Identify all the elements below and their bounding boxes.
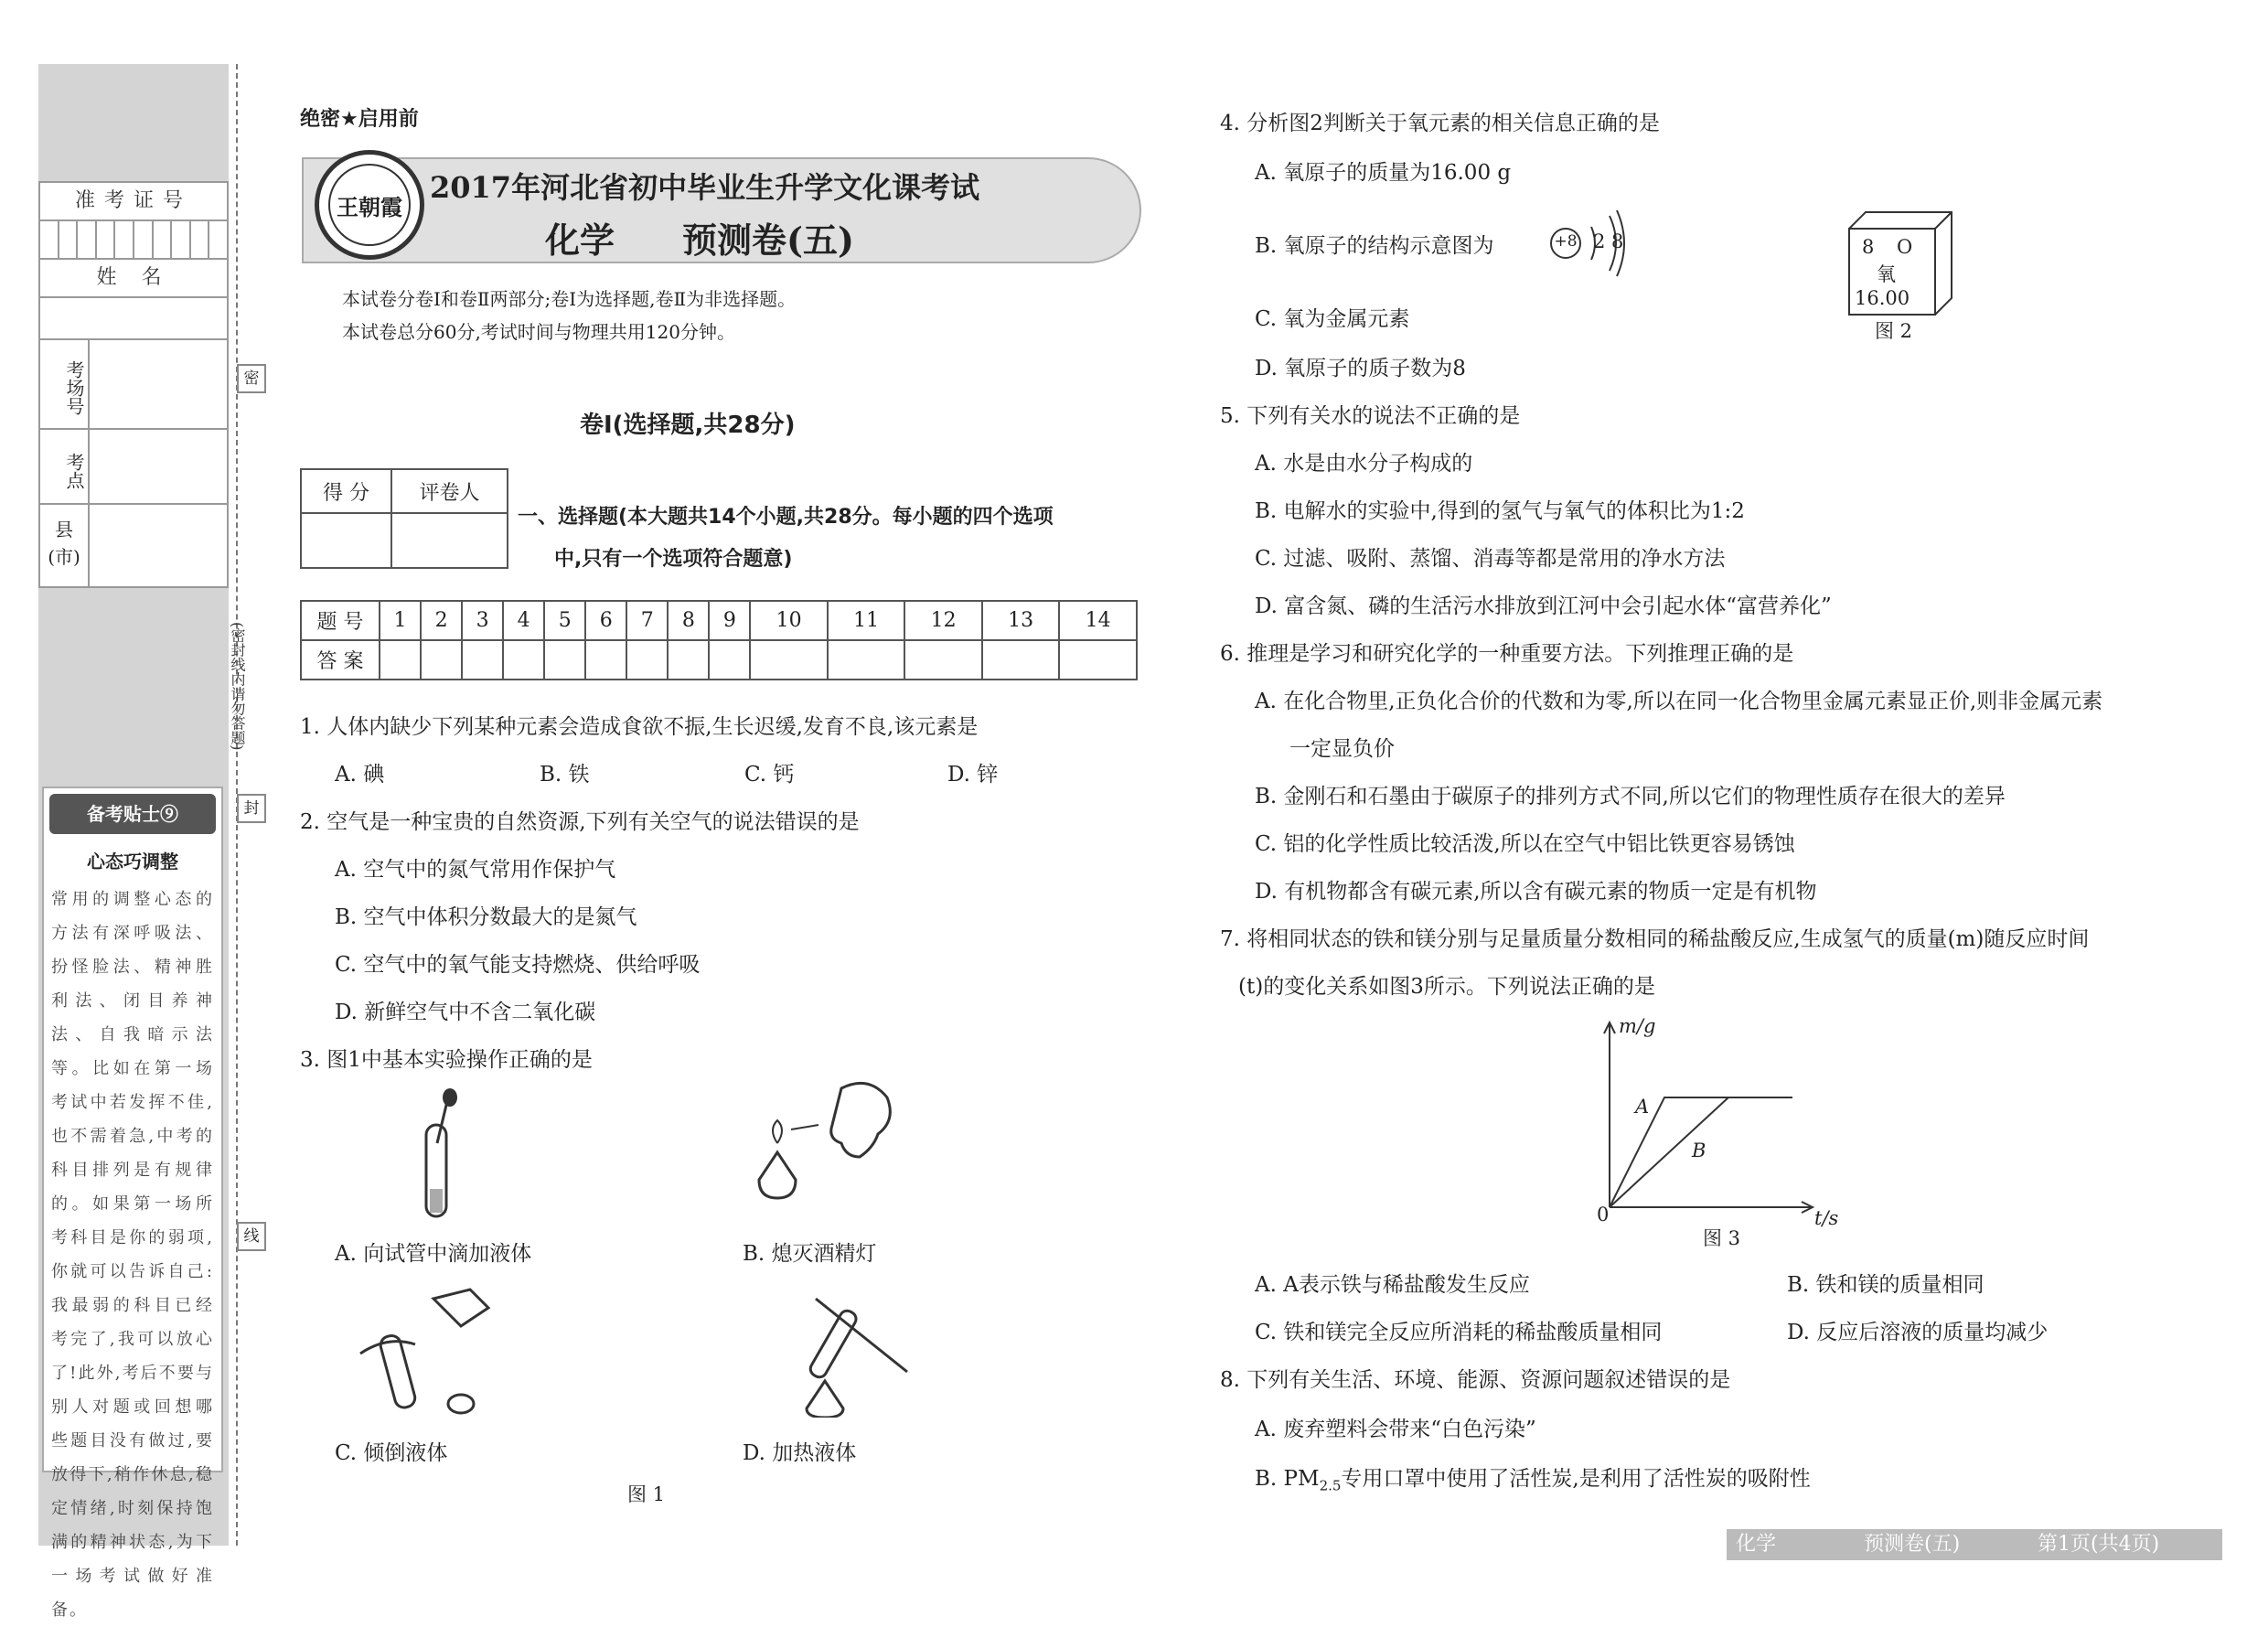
footer-subject: 化学 — [1736, 1533, 1777, 1556]
answer-cell[interactable] — [585, 640, 626, 680]
room-label: 考场号 — [40, 340, 90, 428]
q7-option-a[interactable]: A. A表示铁与稀盐酸发生反应 — [1255, 1273, 1530, 1297]
note-2: 本试卷总分60分,考试时间与物理共用120分钟。 — [342, 321, 735, 343]
q4-option-c[interactable]: C. 氧为金属元素 — [1255, 307, 1410, 331]
candidate-info-box — [38, 181, 229, 588]
q5-stem: 5. 下列有关水的说法不正确的是 — [1220, 404, 1521, 428]
q5-option-c[interactable]: C. 过滤、吸附、蒸馏、消毒等都是常用的净水方法 — [1255, 547, 1726, 571]
q2-option-a[interactable]: A. 空气中的氮气常用作保护气 — [335, 858, 616, 882]
qnum-3: 3 — [462, 601, 503, 640]
table-head: 题 号 — [301, 601, 380, 640]
seal-mi: 密 — [237, 364, 266, 393]
element-name: 氧 — [1877, 263, 1896, 285]
table-answer: 答 案 — [301, 640, 380, 680]
graph-label-a: A — [1635, 1096, 1650, 1118]
q3-option-a[interactable]: A. 向试管中滴加液体 — [335, 1242, 532, 1266]
page-footer — [1727, 1529, 2222, 1560]
q6-option-a[interactable]: A. 在化合物里,正负化合价的代数和为零,所以在同一化合物里金属元素显正价,则非金属元素 — [1255, 690, 2103, 713]
graph-y-label: m/g — [1619, 1015, 1656, 1037]
answer-cell[interactable] — [626, 640, 668, 680]
secret-label: 绝密★启用前 — [300, 108, 419, 131]
q3-stem: 3. 图1中基本实验操作正确的是 — [300, 1048, 593, 1072]
figure-1-caption: 图 1 — [627, 1483, 666, 1505]
qnum-5: 5 — [544, 601, 585, 640]
answer-cell[interactable] — [828, 640, 904, 680]
instruction-2: 中,只有一个选项符合题意) — [554, 548, 793, 571]
seal-xian: 线 — [237, 1222, 266, 1251]
room-field[interactable] — [40, 340, 227, 430]
q1-option-b[interactable]: B. 铁 — [540, 763, 590, 787]
q1-option-c[interactable]: C. 钙 — [744, 763, 795, 787]
q5-option-d[interactable]: D. 富含氮、磷的生活污水排放到江河中会引起水体“富营养化” — [1255, 594, 1832, 618]
figure-3-graph — [1591, 1015, 1847, 1226]
qnum-4: 4 — [503, 601, 544, 640]
answer-cell[interactable] — [750, 640, 827, 680]
extinguish-lamp-illustration — [741, 1070, 896, 1216]
q1-option-d[interactable]: D. 锌 — [947, 763, 999, 787]
footer-page: 第1页(共4页) — [2038, 1533, 2160, 1556]
q6-option-b[interactable]: B. 金刚石和石墨由于碳原子的排列方式不同,所以它们的物理性质存在很大的差异 — [1255, 785, 2006, 808]
q4-option-d[interactable]: D. 氧原子的质子数为8 — [1255, 357, 1466, 380]
county-field[interactable] — [40, 505, 227, 586]
answer-cell[interactable] — [982, 640, 1059, 680]
q4-stem: 4. 分析图2判断关于氧元素的相关信息正确的是 — [1220, 112, 1660, 135]
q3-option-d[interactable]: D. 加热液体 — [743, 1441, 857, 1465]
graph-x-label: t/s — [1814, 1207, 1839, 1229]
q6-option-a-cont: 一定显负价 — [1289, 737, 1395, 761]
instruction-1: 一、选择题(本大题共14个小题,共28分。每小题的四个选项 — [518, 506, 1054, 529]
answer-cell[interactable] — [904, 640, 981, 680]
site-label: 考点 — [40, 430, 90, 503]
answer-cell[interactable] — [503, 640, 544, 680]
subject-title: 化学 — [545, 219, 615, 261]
q6-option-d[interactable]: D. 有机物都含有碳元素,所以含有碳元素的物质一定是有机物 — [1255, 880, 1817, 904]
pour-liquid-illustration — [351, 1280, 507, 1418]
exam-id-label: 准考证号 — [74, 189, 192, 212]
section-title: 卷Ⅰ(选择题,共28分) — [580, 412, 796, 439]
answer-cell[interactable] — [421, 640, 462, 680]
answer-cell[interactable] — [462, 640, 503, 680]
element-number: 8 — [1862, 236, 1875, 258]
answer-cell[interactable] — [709, 640, 750, 680]
logo-text: 王朝霞 — [337, 194, 402, 220]
exam-title: 2017年河北省初中毕业生升学文化课考试 — [430, 170, 980, 205]
grader-label: 评卷人 — [391, 469, 508, 513]
q8-stem: 8. 下列有关生活、环境、能源、资源问题叙述错误的是 — [1220, 1368, 1731, 1392]
element-symbol: O — [1897, 236, 1913, 258]
name-field[interactable] — [40, 298, 227, 340]
tip-title: 心态巧调整 — [87, 851, 178, 872]
dropper-test-tube-illustration — [402, 1088, 485, 1226]
qnum-7: 7 — [626, 601, 668, 640]
heat-liquid-illustration — [788, 1290, 916, 1418]
grader-cell[interactable] — [391, 513, 508, 568]
qnum-10: 10 — [750, 601, 827, 640]
tip-text: 常用的调整心态的方法有深呼吸法、扮怪脸法、精神胜利法、闭目养神法、自我暗示法等。比如在第一场考试中若发挥不佳,也不需着急,中考的科目排列是有规律的。如果第一场所考科目是你的弱项,你就可以告诉自己:我最弱的科目已经考完了,我可以放心了!此外,考后不要与别人对题或回想哪些题目没有做过,要放得下,稍作休息,稳定情绪,时刻保持饱满的精神状态,为下一场考试做好准备。 — [51, 890, 214, 1620]
graph-label-b: B — [1692, 1140, 1706, 1161]
graph-origin: 0 — [1597, 1204, 1610, 1226]
tip-badge: 备考贴士⑨ — [49, 794, 216, 834]
answer-table — [300, 600, 1138, 680]
exam-tip-box — [42, 787, 223, 1620]
qnum-1: 1 — [380, 601, 421, 640]
seal-note: (密封线内请勿答题) — [229, 621, 246, 751]
q7-option-c[interactable]: C. 铁和镁完全反应所消耗的稀盐酸质量相同 — [1255, 1321, 1663, 1344]
qnum-6: 6 — [585, 601, 626, 640]
figure-3-caption: 图 3 — [1703, 1227, 1741, 1249]
q7-option-b[interactable]: B. 铁和镁的质量相同 — [1787, 1273, 1984, 1297]
curve-b — [1610, 1097, 1728, 1207]
atom-shells: 2 8 — [1593, 230, 1624, 252]
q7-option-d[interactable]: D. 反应后溶液的质量均减少 — [1787, 1321, 2049, 1344]
publisher-logo — [315, 150, 424, 260]
exam-id-cells[interactable] — [40, 221, 227, 260]
element-mass: 16.00 — [1855, 287, 1910, 309]
q4-option-b[interactable]: B. 氧原子的结构示意图为 — [1255, 234, 1494, 258]
q8-option-b[interactable] — [1255, 1461, 1811, 1494]
q4-option-a[interactable]: A. 氧原子的质量为16.00 g — [1255, 161, 1512, 185]
q2-stem: 2. 空气是一种宝贵的自然资源,下列有关空气的说法错误的是 — [300, 810, 860, 834]
q8-option-b-sub: 2.5 — [1319, 1477, 1342, 1494]
q5-option-b[interactable]: B. 电解水的实验中,得到的氢气与氧气的体积比为1:2 — [1255, 499, 1745, 523]
q3-option-b[interactable]: B. 熄灭酒精灯 — [743, 1242, 877, 1266]
note-1: 本试卷分卷Ⅰ和卷Ⅱ两部分;卷Ⅰ为选择题,卷Ⅱ为非选择题。 — [342, 288, 797, 310]
score-label: 得 分 — [301, 469, 391, 513]
q1-option-a[interactable]: A. 碘 — [335, 763, 385, 787]
answer-cell[interactable] — [1059, 640, 1137, 680]
qnum-11: 11 — [828, 601, 904, 640]
paper-title: 预测卷(五) — [682, 219, 854, 261]
footer-paper: 预测卷(五) — [1864, 1533, 1961, 1556]
q8-option-b-pre: B. PM — [1255, 1467, 1320, 1491]
answer-cell[interactable] — [544, 640, 585, 680]
qnum-2: 2 — [421, 601, 462, 640]
q2-option-d[interactable]: D. 新鲜空气中不含二氧化碳 — [335, 1001, 596, 1024]
q2-option-c[interactable]: C. 空气中的氧气能支持燃烧、供给呼吸 — [335, 953, 701, 977]
qnum-14: 14 — [1059, 601, 1137, 640]
q7-stem-2: (t)的变化关系如图3所示。下列说法正确的是 — [1238, 975, 1655, 999]
q2-option-b[interactable]: B. 空气中体积分数最大的是氮气 — [335, 905, 637, 929]
figure-2-caption: 图 2 — [1875, 320, 1913, 342]
score-cell[interactable] — [301, 513, 391, 568]
q6-stem: 6. 推理是学习和研究化学的一种重要方法。下列推理正确的是 — [1220, 642, 1794, 666]
qnum-13: 13 — [982, 601, 1059, 640]
q7-stem-1: 7. 将相同状态的铁和镁分别与足量质量分数相同的稀盐酸反应,生成氢气的质量(m)随反应时间 — [1220, 927, 2090, 951]
q8-option-b-post: 专用口罩中使用了活性炭,是利用了活性炭的吸附性 — [1341, 1467, 1811, 1491]
score-box — [300, 468, 508, 569]
seal-feng: 封 — [237, 794, 266, 823]
qnum-8: 8 — [668, 601, 709, 640]
site-field[interactable] — [40, 430, 227, 505]
q6-option-c[interactable]: C. 铝的化学性质比较活泼,所以在空气中铝比铁更容易锈蚀 — [1255, 832, 1795, 856]
qnum-12: 12 — [904, 601, 981, 640]
q5-option-a[interactable]: A. 水是由水分子构成的 — [1255, 452, 1473, 476]
name-label: 姓 名 — [96, 266, 171, 289]
q3-option-c[interactable]: C. 倾倒液体 — [335, 1441, 448, 1465]
county-label: 县(市) — [40, 505, 90, 586]
answer-cell[interactable] — [380, 640, 421, 680]
q8-option-a[interactable]: A. 废弃塑料会带来“白色污染” — [1255, 1418, 1536, 1441]
answer-cell[interactable] — [668, 640, 709, 680]
q1-stem: 1. 人体内缺少下列某种元素会造成食欲不振,生长迟缓,发育不良,该元素是 — [300, 715, 979, 739]
atom-core: +8 — [1554, 232, 1578, 251]
qnum-9: 9 — [709, 601, 750, 640]
